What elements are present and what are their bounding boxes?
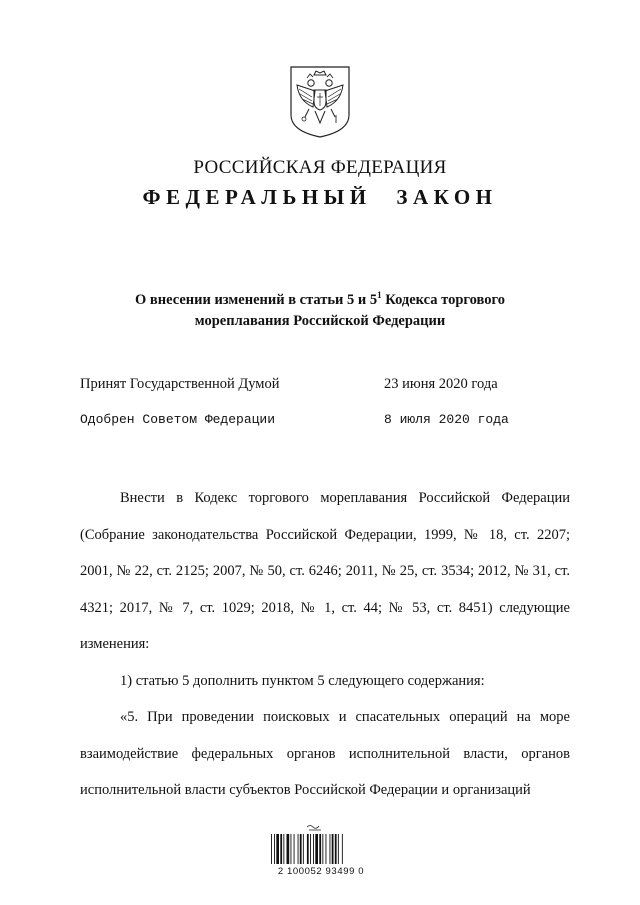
adoption-duma-date: 23 июня 2020 года [384, 376, 498, 392]
barcode-bar [315, 834, 318, 864]
barcode-bar [335, 834, 337, 864]
barcode-bar [291, 834, 292, 864]
barcode-bar [294, 834, 295, 864]
document-type-heading: ФЕДЕРАЛЬНЫЙ ЗАКОН [142, 185, 498, 209]
quoted-paragraph: «5. При проведении поисковых и спасательных операций на море взаимодействие федеральных органов исполнительной власти, органов исполнительной власти субъектов Российской Федерации и организаций [80, 709, 570, 798]
adoption-duma-label: Принят Государственной Думой [80, 376, 280, 392]
barcode-bar [313, 834, 314, 864]
barcode-bar [342, 834, 343, 864]
adoption-duma-row [80, 376, 498, 393]
barcode-bar [338, 834, 339, 864]
barcode-bar [287, 834, 290, 864]
approval-council-row [80, 412, 509, 427]
country-heading: РОССИЙСКАЯ ФЕДЕРАЦИЯ [193, 157, 447, 178]
approval-council-label: Одобрен Советом Федерации [80, 412, 276, 427]
law-title-line-2: мореплавания Российской Федерации [194, 313, 446, 329]
barcode-bar [307, 834, 309, 864]
barcode-bar [303, 834, 304, 864]
barcode-bar [326, 834, 327, 864]
barcode-bar [276, 834, 279, 864]
item-1-paragraph: 1) статью 5 дополнить пунктом 5 следующего содержания: [120, 672, 485, 689]
barcode-bar [319, 834, 321, 864]
barcode-bar [310, 834, 311, 864]
approval-council-date: 8 июля 2020 года [384, 412, 509, 427]
law-title [90, 290, 550, 332]
barcode-bar [332, 834, 334, 864]
barcode-bar [322, 834, 323, 864]
barcode-number: 2 100052 93499 0 [277, 866, 365, 877]
barcode-bar [280, 834, 282, 864]
barcode-bar [283, 834, 284, 864]
barcode-bar [298, 834, 299, 864]
law-body [80, 480, 570, 809]
barcode-bar [300, 834, 302, 864]
barcode-bar [330, 834, 331, 864]
intro-paragraph: Внести в Кодекс торгового мореплавания Российской Федерации (Собрание законодательства Российской Федерации, 1999, № 18, ст. 2207; 2001, № 22, ст. 2125; 2007, № 50, ст. 6246; 2011, № 25, ст. 3534; 2012, № 31, ст. 4321; 2017, № 7, ст. 1029; 2018, № 1, ст. 44; № 53, ст. 8451) следующие изменения: [80, 490, 570, 652]
barcode-bar [271, 834, 272, 864]
barcode-bar [274, 834, 275, 864]
coat-of-arms-emblem [285, 63, 355, 139]
superscript-index: 1 [377, 290, 382, 301]
law-title-line-1: О внесении изменений в статьи 5 и $5^1$ Кодекса торгового [135, 290, 505, 308]
signature-mark [307, 826, 321, 831]
